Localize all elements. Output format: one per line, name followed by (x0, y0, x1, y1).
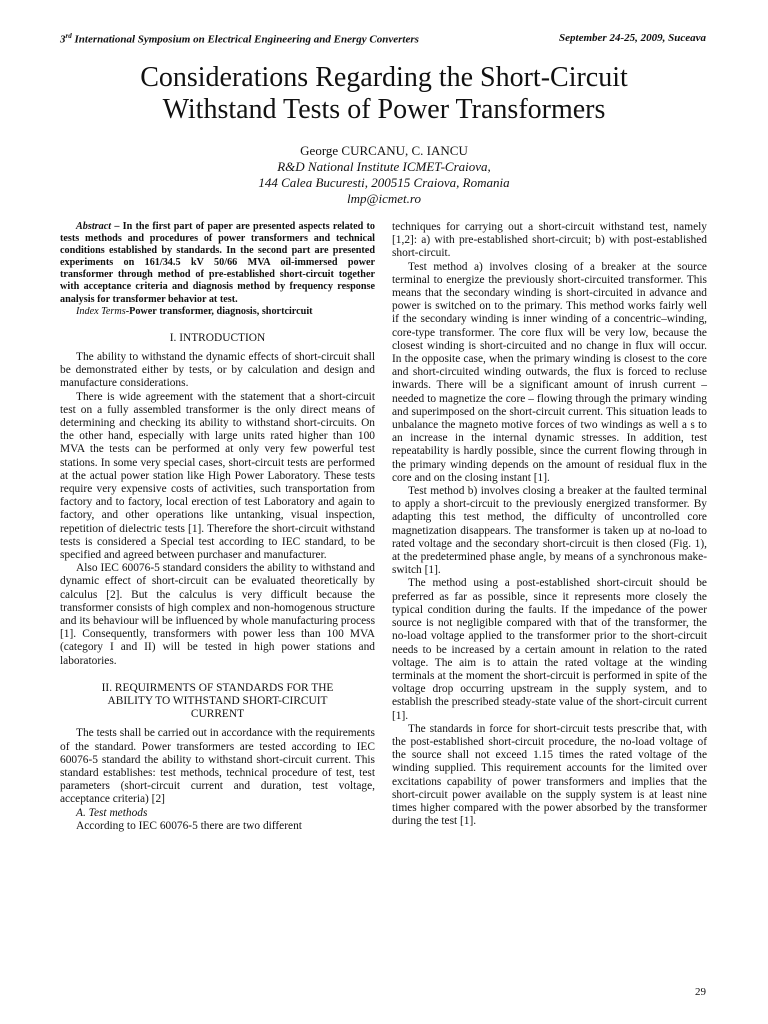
paragraph: The method using a post-established short-circuit should be preferred as far as possible, since it represents more closely the typical condition during the faults. If the impedance of the power source is not negligible compared with that of the transformer, the no-load voltage applied to the transformer prior to the short-circuit needs to be increased by a certain amount in relation to the rated voltage. The aim is to attain the rated voltage at the winding terminals at the moment the short-circuit is performed in spite of the voltage drop occurring upstream in the supply system, and to establish the prescribed steady-state value of the short-circuit current [1]. (392, 577, 707, 722)
index-terms-label: Index Terms (76, 305, 126, 317)
paragraph: According to IEC 60076-5 there are two different (76, 819, 302, 832)
index-terms: Index Terms-Power transformer, diagnosis, shortcircuit (76, 305, 313, 317)
paragraph: Test method a) involves closing of a breaker at the source terminal to energize the previously short-circuited transformer. This means that the secondary winding is short-circuited in advance and power is switched on to the primary. This method works fairly well if the secondary winding is inner winding of a concentric–winding, core-type transformer. The core flux will be very low, because the closest winding is short-circuited and no change in flux will occur. In the opposite case, when the primary winding is closest to the core and short-circuited winding outwards, the flux is forced to recluse inwards. There will be a significant amount of inrush current – needed to magnetize the core – flowing through the primary winding and superimposed on the short-circuit current. This situation leads to unbalance the magneto motive forces of two windings as well a s to an increase in the internal dynamic stresses. In addition, test repeatability is hardly possible, since the current flowing through in the primary winding depends on the amount of residual flux in the core and on the closing instant [1]. (392, 260, 707, 484)
running-header (60, 32, 706, 46)
subsection-heading-test-methods: A. Test methods (76, 806, 148, 819)
right-column (392, 221, 707, 828)
abstract-label: Abstract (76, 221, 112, 232)
paragraph: The tests shall be carried out in accordance with the requirements of the standard. Power transformers are tested according to IEC 60076-5 standard the ability to withstand short-circuit current. This standard establishes: test methods, technical procedure of test, test parameters (short-circuit current and duration, test voltage, acceptance criteria) [2] (60, 727, 375, 806)
author-names: George CURCANU, C. IANCU (300, 143, 468, 158)
abstract: Abstract – In the first part of paper are presented aspects related to tests methods and procedures of power transformers and technical conditions established by standards. In the second part are presented experiments on 161/34.5 kV 50/66 MVA oil-immersed power transformer through method of pre-established short-circuit together with acceptance criteria and diagnosis method by frequency response analysis for transformer behavior at test. (60, 221, 375, 305)
symposium-name: 3rd International Symposium on Electrical Engineering and Energy Converters (60, 32, 419, 46)
symposium-date: September 24-25, 2009, Suceava (559, 32, 706, 44)
page-number: 29 (695, 986, 706, 998)
paragraph: The standards in force for short-circuit tests prescribe that, with the post-established short-circuit procedure, the no-load voltage of the source shall not exceed 1.15 times the rated voltage of the winding supplied. This requirement accounts for the limited over excitations capability of power transformers and implies that the short-circuit power available on the supply system is at least nine times higher compared with the power absorbed by the transformer during the test [1]. (392, 722, 707, 828)
affiliation-line-1: R&D National Institute ICMET-Craiova, (277, 159, 491, 174)
paragraph: techniques for carrying out a short-circuit withstand test, namely [1,2]: a) with pre-established short-circuit; b) with post-established short-circuit. (392, 221, 707, 260)
section-heading-introduction: I. INTRODUCTION (169, 331, 266, 344)
paper-title: Considerations Regarding the Short-Circuit Withstand Tests of Power Transformers (140, 62, 628, 125)
paragraph: Test method b) involves closing a breaker at the faulted terminal to apply a short-circuit to the previously energized transformer. By adapting this test method, the difficulty of uncontrolled core magnetization disappears. The transformer is taken up at no-load to rated voltage and the secondary short-circuit is then closed (Fig. 1), at the predetermined phase angle, by means of a synchronous make-switch [1]. (392, 485, 707, 577)
author-block (60, 143, 708, 207)
paragraph: There is wide agreement with the statement that a short-circuit test on a fully assembled transformer is the only direct means of determining and checking its ability to withstand short-circuits. On the other hand, especially with large units rated higher than 100 MVA the tests can be performed at only very few powerful test stations. In some very special cases, short-circuit tests are performed at the actual power station like High Power Laboratory. These tests require very expensive costs of activities, such transportation from factory and to factory, local erection of test Laboratory and again to factory, and other operations like untanking, visual inspection, repetition of dielectric tests [1]. Therefore the short-circuit withstand tests is considered a Special test according to IEC standard, to be specified and agreed between purchaser and manufacturer. (60, 390, 375, 561)
affiliation-line-2: 144 Calea Bucuresti, 200515 Craiova, Romania (258, 175, 510, 190)
left-column (60, 221, 375, 833)
author-email: lmp@icmet.ro (347, 191, 421, 206)
paragraph: Also IEC 60076-5 standard considers the ability to withstand and dynamic effect of short-circuit can be evaluated theoretically by calculus [2]. But the calculus is very difficult because the transformer consists of high complex and non-homogenous structure and its behaviour will be influenced by whole manufacturing process [1]. Consequently, transformers with power less than 100 MVA (category I and II) will be tested in high power stations and laboratories. (60, 562, 375, 667)
section-heading-requirements: II. REQUIRMENTS OF STANDARDS FOR THE ABILITY TO WITHSTAND SHORT-CIRCUIT CURRENT (101, 681, 334, 721)
paragraph: The ability to withstand the dynamic effects of short-circuit shall be demonstrated either by tests, or by calculation and design and manufacture considerations. (60, 350, 375, 390)
